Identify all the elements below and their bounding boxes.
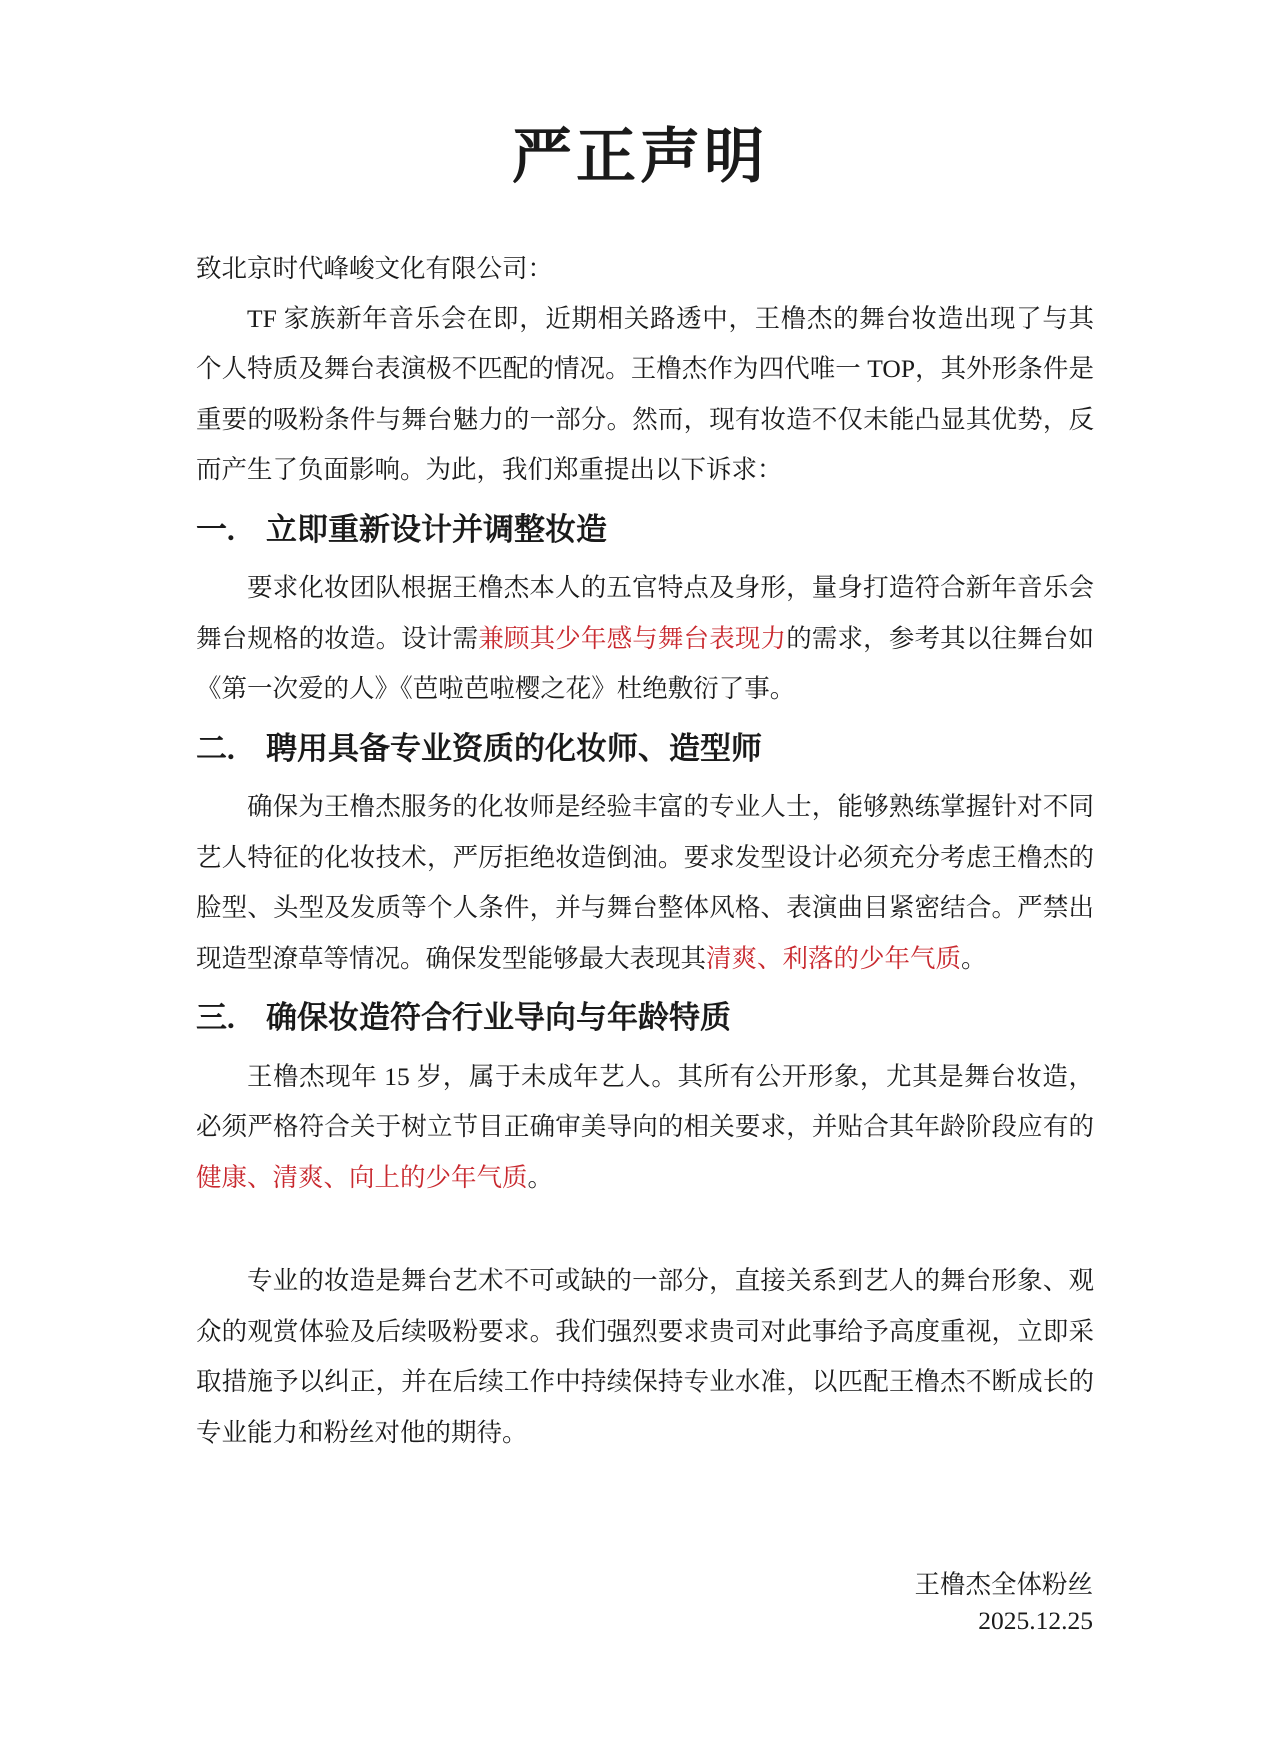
paragraph-line xyxy=(196,1110,1094,1144)
text-segment: 重要的吸粉条件与舞台魅力的一部分。然而，现有妆造不仅未能凸显其优势，反 xyxy=(196,405,1094,434)
text-segment: 要求化妆团队根据王橹杰本人的五官特点及身形，量身打造符合新年音乐会 xyxy=(247,573,1094,602)
paragraph-line xyxy=(247,1264,1094,1298)
section-heading-text: 立即重新设计并调整妆造 xyxy=(266,512,607,547)
section-number: 三. xyxy=(196,1000,235,1035)
salutation: 致北京时代峰峻文化有限公司： xyxy=(196,254,554,283)
text-segment: 舞台规格的妆造。设计需 xyxy=(196,624,479,653)
text-segment: 。 xyxy=(527,1163,554,1192)
text-segment: 取措施予以纠正，并在后续工作中持续保持专业水准，以匹配王橹杰不断成长的 xyxy=(196,1367,1094,1396)
section-number: 二. xyxy=(196,731,235,766)
document-title: 严正声明 xyxy=(512,124,768,190)
paragraph-line xyxy=(247,1060,1094,1094)
paragraph-line xyxy=(196,841,1094,875)
text-segment: 的需求，参考其以往舞台如 xyxy=(786,624,1094,653)
paragraph-line xyxy=(196,1315,1094,1349)
section-heading xyxy=(196,998,731,1038)
section-heading-text: 聘用具备专业资质的化妆师、造型师 xyxy=(266,731,762,766)
section-heading xyxy=(196,510,607,550)
section-number: 一. xyxy=(196,512,235,547)
highlighted-text: 健康、清爽、向上的少年气质 xyxy=(196,1163,528,1192)
text-segment: 艺人特征的化妆技术，严厉拒绝妆造倒油。要求发型设计必须充分考虑王橹杰的 xyxy=(196,843,1094,872)
text-segment: 脸型、头型及发质等个人条件，并与舞台整体风格、表演曲目紧密结合。严禁出 xyxy=(196,893,1094,922)
section-heading-text: 确保妆造符合行业导向与年龄特质 xyxy=(266,1000,731,1035)
text-segment: 众的观赏体验及后续吸粉要求。我们强烈要求贵司对此事给予高度重视，立即采 xyxy=(196,1317,1094,1346)
paragraph-line xyxy=(196,672,1094,706)
section-heading xyxy=(196,729,762,769)
highlighted-text: 清爽、利落的少年气质 xyxy=(706,944,962,973)
paragraph-line xyxy=(196,1365,1094,1399)
paragraph-line xyxy=(196,453,1094,487)
text-segment: 王橹杰现年 15 岁，属于未成年艺人。其所有公开形象，尤其是舞台妆造， xyxy=(247,1062,1094,1091)
highlighted-text: 兼顾其少年感与舞台表现力 xyxy=(478,624,787,653)
text-segment: 必须严格符合关于树立节目正确审美导向的相关要求，并贴合其年龄阶段应有的 xyxy=(196,1112,1094,1141)
text-segment: 而产生了负面影响。为此，我们郑重提出以下诉求： xyxy=(196,455,783,484)
text-segment: TF 家族新年音乐会在即，近期相关路透中，王橹杰的舞台妆造出现了与其 xyxy=(247,304,1094,333)
paragraph-line xyxy=(247,790,1094,824)
paragraph-line xyxy=(196,891,1094,925)
text-segment: 确保为王橹杰服务的化妆师是经验丰富的专业人士，能够熟练掌握针对不同 xyxy=(247,792,1094,821)
paragraph-line xyxy=(196,1416,1094,1450)
paragraph-line xyxy=(196,942,1094,976)
paragraph-line xyxy=(196,352,1094,386)
signature: 王橹杰全体粉丝 xyxy=(914,1570,1093,1599)
paragraph-line xyxy=(196,403,1094,437)
paragraph-line xyxy=(196,622,1094,656)
text-segment: 《第一次爱的人》《芭啦芭啦樱之花》杜绝敷衍了事。 xyxy=(196,674,796,703)
paragraph-line xyxy=(247,302,1094,336)
text-segment: 。 xyxy=(961,944,987,973)
paragraph-line xyxy=(196,1161,1094,1195)
text-segment: 专业能力和粉丝对他的期待。 xyxy=(196,1418,528,1447)
text-segment: 个人特质及舞台表演极不匹配的情况。王橹杰作为四代唯一 TOP，其外形条件是 xyxy=(196,354,1094,383)
text-segment: 专业的妆造是舞台艺术不可或缺的一部分，直接关系到艺人的舞台形象、观 xyxy=(247,1266,1094,1295)
paragraph-line xyxy=(247,571,1094,605)
date: 2025.12.25 xyxy=(978,1606,1093,1635)
text-segment: 现造型潦草等情况。确保发型能够最大表现其 xyxy=(196,944,707,973)
